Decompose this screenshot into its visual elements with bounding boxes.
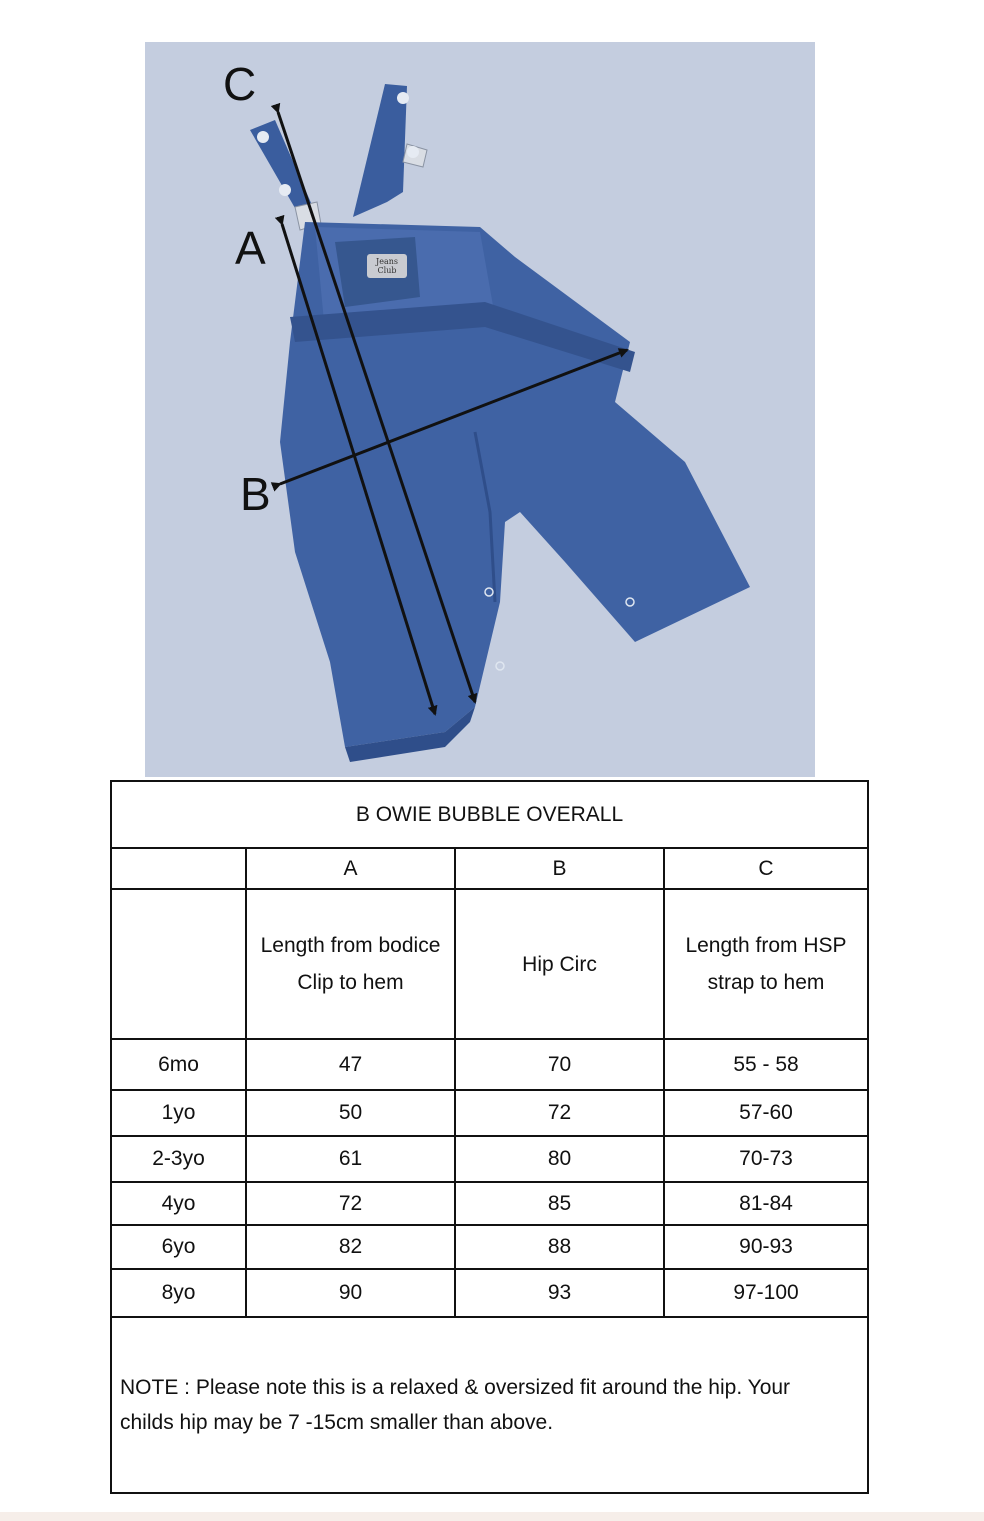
value-a: 82	[246, 1225, 455, 1269]
fit-note-line2: childs hip may be 7 -15cm smaller than above.	[120, 1411, 554, 1434]
size-label: 6yo	[111, 1225, 246, 1269]
size-label: 8yo	[111, 1269, 246, 1317]
pocket-tag-line2: Club	[377, 266, 397, 275]
value-c: 70-73	[664, 1136, 868, 1182]
label-a: A	[235, 222, 266, 274]
note-row	[111, 1317, 868, 1493]
value-b: 70	[455, 1039, 664, 1090]
strap-button-1	[257, 131, 269, 143]
column-desc-a-line1: Length from bodice	[260, 934, 441, 957]
table-row	[111, 1136, 868, 1182]
strap-button-4	[407, 146, 419, 158]
value-b: 93	[455, 1269, 664, 1317]
value-b: 80	[455, 1136, 664, 1182]
table-row	[111, 1090, 868, 1136]
value-c: 57-60	[664, 1090, 868, 1136]
value-c: 90-93	[664, 1225, 868, 1269]
column-desc-a-line2: Clip to hem	[297, 971, 404, 994]
column-desc-b	[455, 889, 664, 1039]
column-desc-c-line2: strap to hem	[707, 971, 825, 994]
table-title: B OWIE BUBBLE OVERALL	[111, 781, 868, 848]
column-key-a: A	[246, 848, 455, 889]
column-desc-row	[111, 889, 868, 1039]
value-b: 72	[455, 1090, 664, 1136]
column-key-row	[111, 848, 868, 889]
table-row	[111, 1269, 868, 1317]
size-label: 1yo	[111, 1090, 246, 1136]
empty-desc-cell	[111, 889, 246, 1039]
size-label: 6mo	[111, 1039, 246, 1090]
column-key-b: B	[455, 848, 664, 889]
fit-note-line1: NOTE : Please note this is a relaxed & oversized fit around the hip. Your	[120, 1376, 791, 1399]
value-a: 72	[246, 1182, 455, 1225]
column-key-c: C	[664, 848, 868, 889]
value-a: 61	[246, 1136, 455, 1182]
value-b: 88	[455, 1225, 664, 1269]
empty-header-cell	[111, 848, 246, 889]
table-row	[111, 1182, 868, 1225]
label-c: C	[223, 58, 257, 110]
value-b: 85	[455, 1182, 664, 1225]
footer-strip	[0, 1512, 984, 1521]
column-desc-a	[246, 889, 455, 1039]
value-a: 47	[246, 1039, 455, 1090]
value-c: 97-100	[664, 1269, 868, 1317]
fit-note	[111, 1317, 868, 1493]
table-row	[111, 1039, 868, 1090]
column-desc-c	[664, 889, 868, 1039]
value-c: 81-84	[664, 1182, 868, 1225]
label-b: B	[240, 468, 271, 520]
size-label: 4yo	[111, 1182, 246, 1225]
size-chart-table	[110, 780, 869, 1494]
value-c: 55 - 58	[664, 1039, 868, 1090]
value-a: 90	[246, 1269, 455, 1317]
title-row	[111, 781, 868, 848]
value-a: 50	[246, 1090, 455, 1136]
table-row	[111, 1225, 868, 1269]
column-desc-c-line1: Length from HSP	[685, 934, 847, 957]
strap-button-3	[397, 92, 409, 104]
column-desc-b-line1: Hip Circ	[522, 952, 597, 976]
size-label: 2-3yo	[111, 1136, 246, 1182]
product-photo	[145, 42, 815, 777]
pocket-tag-line1: Jeans	[376, 257, 398, 266]
strap-button-2	[279, 184, 291, 196]
